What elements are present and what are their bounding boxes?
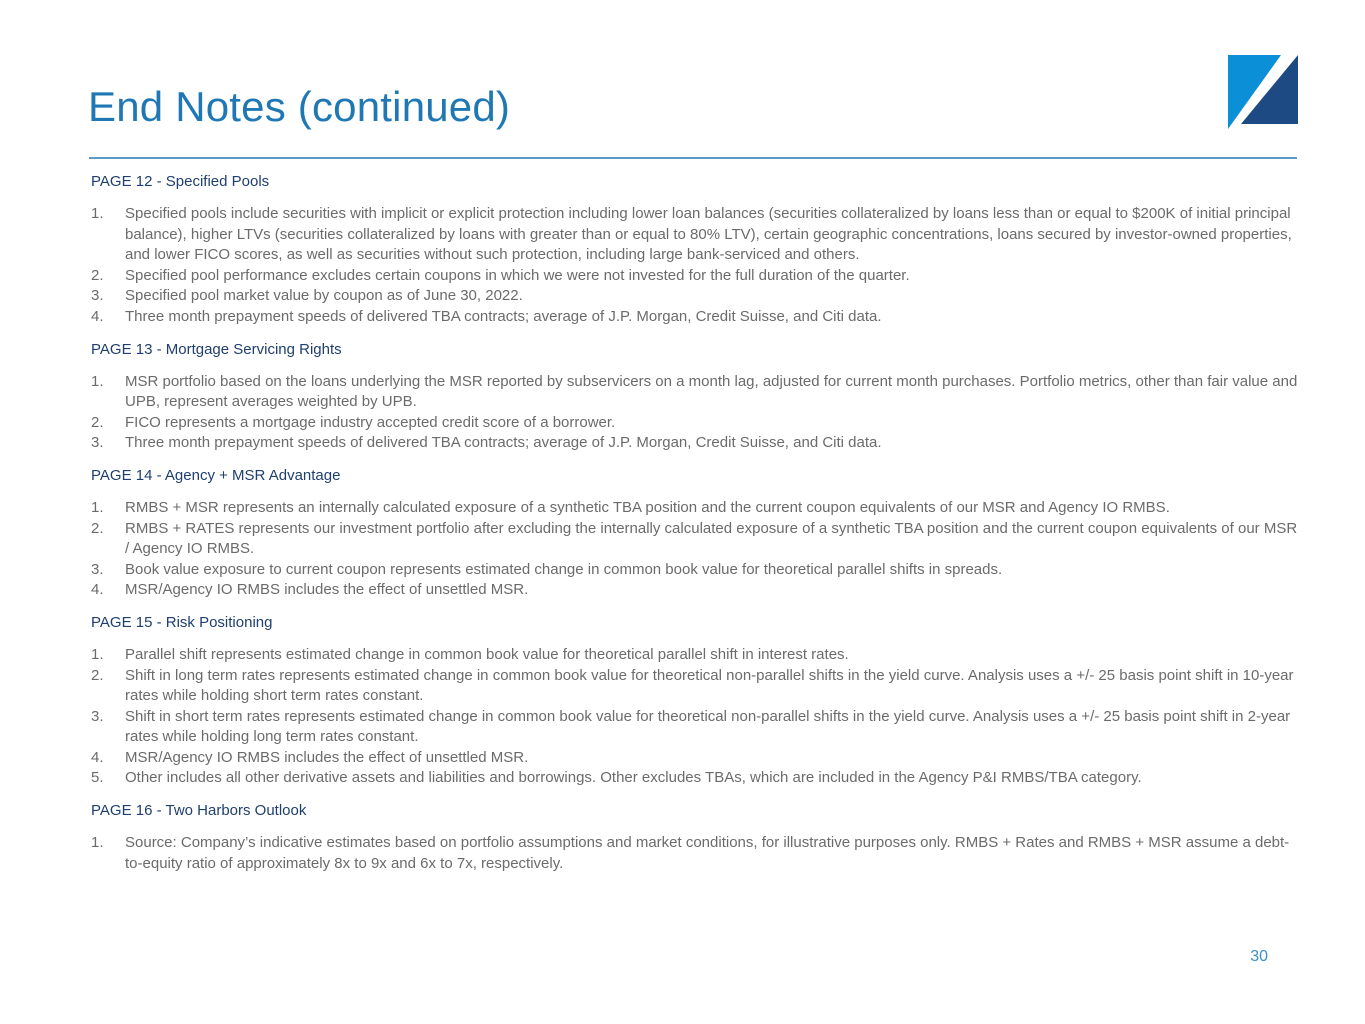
note-text: Parallel shift represents estimated change in common book value for theoretical parallel shift in interest rates. [125,645,849,663]
list-item [91,580,1301,601]
note-number: 4. [91,748,104,766]
two-harbors-logo-icon [1228,55,1298,129]
note-number: 2. [91,266,104,284]
note-text: FICO represents a mortgage industry accepted credit score of a borrower. [125,413,616,431]
note-number: 4. [91,581,104,599]
list-item [91,519,1301,560]
note-text: Three month prepayment speeds of delivered TBA contracts; average of J.P. Morgan, Credit Suisse, and Citi data. [125,434,882,452]
note-text: RMBS + RATES represents our investment portfolio after excluding the internally calculated exposure of a synthetic TBA position and the current coupon equivalents of our MSR / Agency IO RMBS. [125,519,1298,558]
notes-list [91,833,1301,874]
note-text: Shift in short term rates represents estimated change in common book value for theoretical non-parallel shifts in the yield curve. Analysis uses a +/- 25 basis point shift in 2-year rates while holding long term rates constant. [125,707,1291,746]
list-item [91,833,1301,874]
section-page-12 [91,172,1301,328]
note-number: 5. [91,769,104,787]
note-number: 1. [91,498,104,516]
note-text: Specified pool market value by coupon as of June 30, 2022. [125,287,523,305]
list-item [91,707,1301,748]
note-text: Shift in long term rates represents estimated change in common book value for theoretical non-parallel shifts in the yield curve. Analysis uses a +/- 25 basis point shift in 10-year rates while holding short term rates constant. [125,666,1294,705]
section-page-16 [91,801,1301,874]
list-item [91,204,1301,266]
list-item [91,433,1301,454]
note-text: Specified pools include securities with implicit or explicit protection including lower loan balances (securities collateralized by loans less than or equal to $200K of initial principal balance), higher LTVs (securities collateralized by loans with greater than or equal to 80% LTV), certain geographic concentrations, loans secured by investor-owned properties, and lower FICO scores, as well as securities without such protection, including large bank-serviced and others. [125,205,1292,264]
note-number: 2. [91,666,104,684]
list-item [91,768,1301,789]
notes-list [91,204,1301,328]
note-number: 1. [91,205,104,222]
section-page-15 [91,613,1301,789]
list-item [91,372,1301,413]
note-number: 2. [91,519,104,537]
note-number: 1. [91,645,104,663]
note-number: 1. [91,834,104,852]
note-text: MSR portfolio based on the loans underlying the MSR reported by subservicers on a month lag, adjusted for current month purchases. Portfolio metrics, other than fair value and UPB, represent averages weighted by UPB. [125,372,1298,411]
note-text: Three month prepayment speeds of delivered TBA contracts; average of J.P. Morgan, Credit Suisse, and Citi data. [125,307,882,325]
note-text: RMBS + MSR represents an internally calculated exposure of a synthetic TBA position and the current coupon equivalents of our MSR and Agency IO RMBS. [125,498,1170,516]
note-number: 4. [91,307,104,325]
section-page-13 [91,340,1301,454]
list-item [91,266,1301,287]
note-text: MSR/Agency IO RMBS includes the effect of unsettled MSR. [125,581,529,599]
note-number: 3. [91,287,104,305]
section-heading: PAGE 15 - Risk Positioning [91,613,273,631]
section-heading: PAGE 12 - Specified Pools [91,173,270,190]
note-number: 3. [91,560,104,578]
list-item [91,645,1301,666]
title-divider [89,157,1297,159]
note-number: 3. [91,707,104,725]
section-heading: PAGE 14 - Agency + MSR Advantage [91,466,341,484]
note-text: Specified pool performance excludes certain coupons in which we were not invested for the full duration of the quarter. [125,266,910,284]
page-number: 30 [1250,948,1268,965]
notes-list [91,645,1301,789]
notes-list [91,498,1301,601]
page-title: End Notes (continued) [88,83,511,130]
note-text: MSR/Agency IO RMBS includes the effect of unsettled MSR. [125,748,529,766]
section-page-14 [91,466,1301,601]
list-item [91,413,1301,434]
notes-list [91,372,1301,454]
list-item [91,286,1301,307]
note-text: Source: Company’s indicative estimates based on portfolio assumptions and market conditions, for illustrative purposes only. RMBS + Rates and RMBS + MSR assume a debt-to-equity ratio of approximately 8x to 9x and 6x to 7x, respectively. [125,834,1290,872]
list-item [91,666,1301,707]
note-text: Other includes all other derivative assets and liabilities and borrowings. Other excludes TBAs, which are included in the Agency P&I RMBS/TBA category. [125,769,1142,787]
list-item [91,560,1301,581]
list-item [91,307,1301,328]
note-number: 2. [91,413,104,431]
list-item [91,748,1301,769]
note-text: Book value exposure to current coupon represents estimated change in common book value for theoretical parallel shifts in spreads. [125,560,1003,578]
section-heading: PAGE 13 - Mortgage Servicing Rights [91,340,342,358]
section-heading: PAGE 16 - Two Harbors Outlook [91,802,307,820]
note-number: 1. [91,372,104,390]
note-number: 3. [91,434,104,452]
end-notes-content [91,172,1301,886]
list-item [91,498,1301,519]
